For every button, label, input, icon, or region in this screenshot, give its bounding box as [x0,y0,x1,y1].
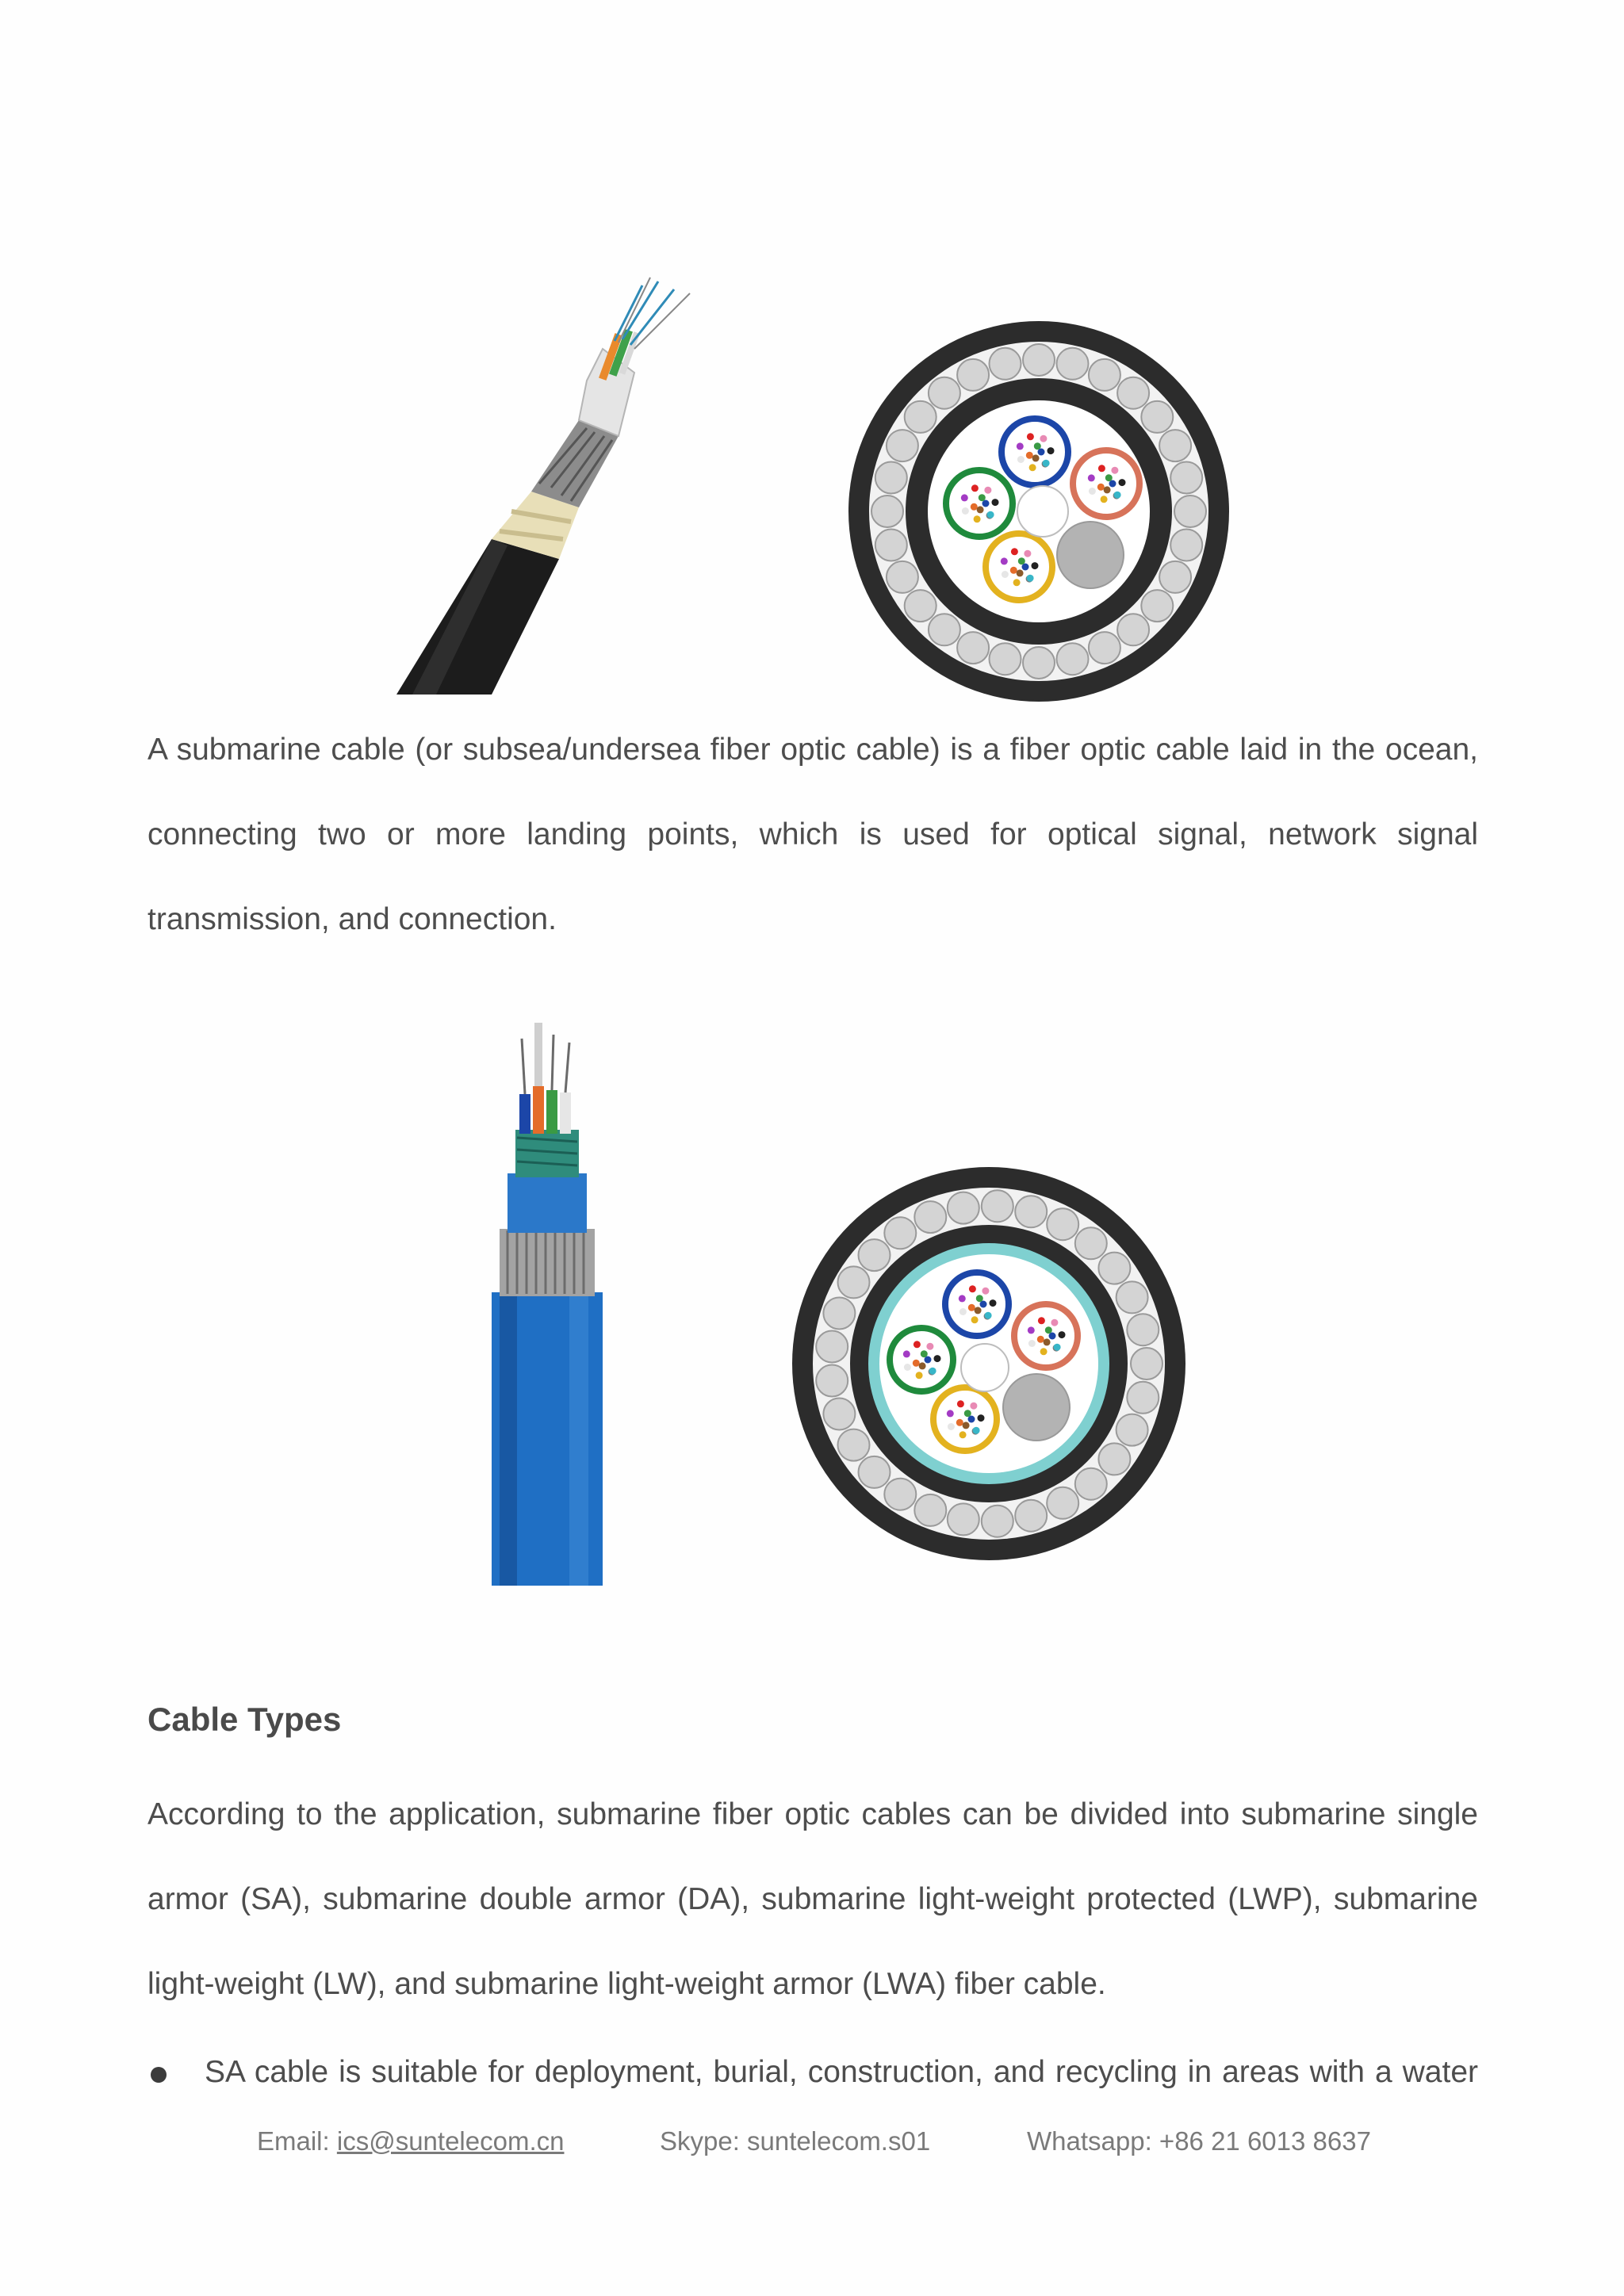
armor-wire [1047,1487,1078,1519]
armor-wire [871,496,903,527]
optical-fiber [1114,492,1121,499]
optical-fiber [1032,562,1039,569]
optical-fiber [1032,454,1040,461]
optical-fiber [971,484,979,492]
armor-wire [838,1429,870,1461]
bullet-dot-icon [151,2067,167,2083]
optical-fiber [1017,442,1024,450]
optical-fiber [973,1427,980,1434]
optical-fiber [1029,464,1036,471]
armor-wire [1075,1227,1107,1259]
optical-fiber [963,1422,970,1429]
optical-fiber [992,499,999,506]
optical-fiber [1028,1326,1035,1334]
optical-fiber [1024,550,1031,557]
blue-cable-photo [476,1023,619,1586]
optical-fiber [934,1355,941,1362]
optical-fiber [990,1299,997,1307]
optical-fiber [1111,467,1118,474]
footer-email [257,2126,564,2156]
optical-fiber [968,1304,975,1311]
armor-wire [914,1201,946,1233]
optical-fiber [1027,575,1034,582]
optical-fiber [1059,1331,1066,1338]
footer-email-label: Email: [257,2126,337,2156]
optical-fiber [976,1295,983,1302]
armor-wire [823,1298,855,1330]
optical-fiber [947,1410,954,1417]
cable-types-paragraph: According to the application, submarine fiber optic cables can be divided into submarine single armor (SA), submarine double armor (DA), submarine light-weight protected (LWP), submarine light-weight (LW), and submarine light-weight armor (LWA) fiber cable. [147,1797,1478,2001]
optical-fiber [926,1343,933,1350]
armor-wire [816,1365,848,1397]
optical-fiber [959,1308,967,1315]
armor-wire [884,1217,916,1249]
armor-wire [1170,462,1202,494]
armor-wire [990,348,1021,380]
armor-wire [1116,1414,1148,1446]
armor-wire [1047,1208,1078,1240]
armor-wire [1057,348,1089,380]
optical-fiber [961,494,968,501]
optical-fiber [978,1414,985,1422]
optical-fiber [1104,486,1111,493]
optical-fiber [974,515,981,522]
optical-fiber [1010,567,1017,574]
armor-wire [884,1479,916,1510]
optical-fiber [985,1312,992,1319]
armor-wire [1174,496,1206,527]
bullet-text: SA cable is suitable for deployment, burial, construction, and recycling in areas with a water [205,2055,1478,2089]
armor-wire [1015,1500,1047,1532]
armor-wire [1075,1468,1107,1500]
optical-fiber [913,1360,920,1367]
optical-fiber [914,1341,921,1348]
armor-wire [1159,430,1191,461]
optical-fiber [921,1350,928,1357]
armor-wire [859,1456,891,1488]
armor-wire [1170,530,1202,561]
black-cable-cross-section [837,321,1241,702]
armor-wire [1023,344,1055,376]
optical-fiber [957,1400,964,1407]
armor-wire [905,590,936,622]
optical-fiber [948,1423,955,1430]
optical-fiber [1097,484,1105,491]
optical-fiber [1018,557,1025,564]
armor-wire [887,430,918,461]
optical-fiber [977,506,984,513]
bullet-item-sa [147,2050,1478,2098]
optical-fiber [1017,456,1025,463]
armor-wire [1057,643,1089,675]
optical-fiber [1028,1340,1036,1347]
armor-wire [1023,647,1055,679]
blue-cable-cross-section [787,1165,1191,1562]
optical-fiber [1026,452,1033,459]
optical-fiber [979,494,986,501]
optical-fiber [1043,460,1050,467]
optical-fiber [904,1364,911,1371]
optical-fiber [1045,1326,1052,1334]
optical-fiber [1013,579,1021,586]
armor-wire [1141,590,1173,622]
optical-fiber [1017,569,1024,576]
armor-wire [948,1192,979,1224]
black-cable-photo [381,270,777,698]
optical-fiber [1034,442,1041,450]
armor-wire [823,1399,855,1430]
optical-fiber [1051,1319,1058,1326]
armor-wire [1127,1314,1159,1345]
armor-wire [887,561,918,593]
optical-fiber [971,1316,979,1323]
armor-wire [914,1494,946,1526]
footer-email-link[interactable]: ics@suntelecom.cn [336,2126,565,2156]
optical-fiber [964,1410,971,1417]
optical-fiber [1088,474,1095,481]
optical-fiber [959,1431,967,1438]
intro-paragraph: A submarine cable (or subsea/undersea fiber optic cable) is a fiber optic cable laid in the ocean, connecting two or more landing points, which is used for optical signal, network signal transmission, and connection. [147,733,1478,936]
armor-wire [1117,377,1149,409]
optical-fiber [1037,1336,1044,1343]
armor-wire [1015,1196,1047,1227]
armor-wire [875,462,907,494]
optical-fiber [956,1419,963,1426]
section-heading: Cable Types [147,1701,342,1738]
armor-wire [838,1266,870,1298]
armor-wire [929,614,960,645]
armor-wire [957,632,989,664]
optical-fiber [1038,1317,1045,1324]
armor-wire [859,1239,891,1271]
armor-wire [1117,614,1149,645]
optical-fiber [919,1362,926,1369]
contact-footer [0,2126,1624,2166]
armor-wire [875,530,907,561]
optical-fiber [1098,465,1105,472]
armor-wire [1127,1382,1159,1414]
optical-fiber [969,1285,976,1292]
optical-fiber [971,503,978,511]
optical-fiber [962,507,969,515]
armor-wire [1116,1281,1148,1313]
footer-skype: Skype: suntelecom.s01 [660,2126,931,2156]
optical-fiber [1048,447,1055,454]
armor-wire [1141,401,1173,433]
optical-fiber [1105,474,1113,481]
armor-wire [929,377,960,409]
optical-fiber [984,487,991,494]
armor-wire [905,401,936,433]
optical-fiber [929,1368,936,1375]
armor-wire [1098,1253,1130,1284]
optical-fiber [1002,571,1009,578]
armor-wire [990,643,1021,675]
optical-fiber [1089,488,1096,495]
footer-whatsapp: Whatsapp: +86 21 6013 8637 [1027,2126,1371,2156]
optical-fiber [1054,1344,1061,1351]
armor-wire [1089,359,1120,391]
optical-fiber [1001,557,1008,564]
armor-wire [1089,632,1120,664]
optical-fiber [1101,496,1108,503]
optical-fiber [987,511,994,519]
optical-fiber [1119,479,1126,486]
armor-wire [1131,1348,1162,1380]
optical-fiber [959,1295,966,1302]
optical-fiber [1040,435,1047,442]
armor-wire [948,1503,979,1535]
optical-fiber [1040,1348,1048,1355]
armor-wire [1159,561,1191,593]
armor-wire [982,1506,1013,1537]
optical-fiber [1011,548,1018,555]
optical-fiber [916,1372,923,1379]
optical-fiber [1027,433,1034,440]
optical-fiber [982,1288,989,1295]
armor-wire [982,1190,1013,1222]
armor-wire [1098,1443,1130,1475]
optical-fiber [975,1307,982,1314]
optical-fiber [903,1350,910,1357]
optical-fiber [970,1402,977,1410]
armor-wire [957,359,989,391]
armor-wire [816,1331,848,1363]
optical-fiber [1044,1338,1051,1345]
